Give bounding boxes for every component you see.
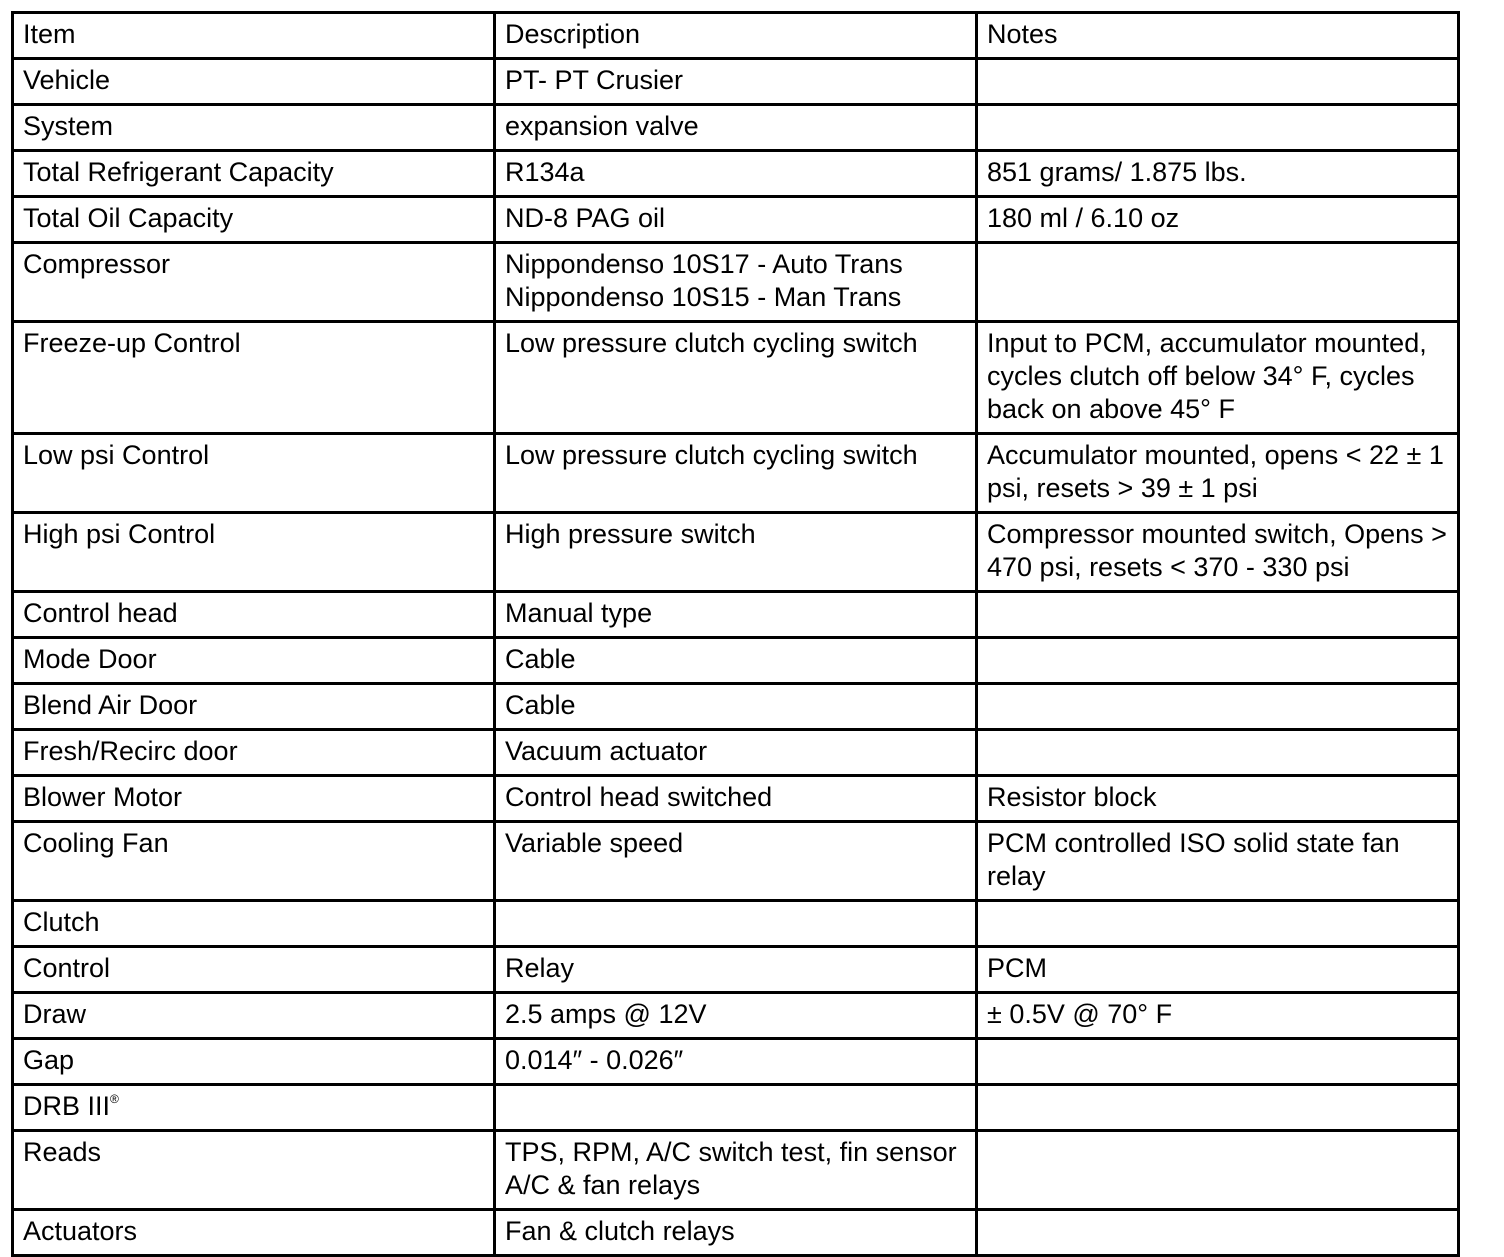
cell-item: Fresh/Recirc door bbox=[13, 730, 495, 776]
cell-description: 2.5 amps @ 12V bbox=[495, 993, 977, 1039]
cell-description: Vacuum actuator bbox=[495, 730, 977, 776]
cell-item: Compressor bbox=[13, 243, 495, 322]
cell-description: High pressure switch bbox=[495, 513, 977, 592]
cell-notes bbox=[977, 638, 1459, 684]
table-row bbox=[13, 1210, 1459, 1256]
cell-notes bbox=[977, 730, 1459, 776]
cell-description: Variable speed bbox=[495, 822, 977, 901]
cell-item: Gap bbox=[13, 1039, 495, 1085]
cell-notes bbox=[977, 243, 1459, 322]
table-row bbox=[13, 776, 1459, 822]
cell-item: Actuators bbox=[13, 1210, 495, 1256]
cell-item: Blend Air Door bbox=[13, 684, 495, 730]
cell-notes: ± 0.5V @ 70° F bbox=[977, 993, 1459, 1039]
cell-item-text: DRB III bbox=[23, 1091, 111, 1121]
cell-description: Control head switched bbox=[495, 776, 977, 822]
cell-description: Low pressure clutch cycling switch bbox=[495, 434, 977, 513]
header-item: Item bbox=[13, 13, 495, 59]
cell-item: Low psi Control bbox=[13, 434, 495, 513]
cell-item: Total Oil Capacity bbox=[13, 197, 495, 243]
table-row bbox=[13, 592, 1459, 638]
table-row bbox=[13, 901, 1459, 947]
cell-notes bbox=[977, 1085, 1459, 1131]
cell-description: expansion valve bbox=[495, 105, 977, 151]
cell-notes: Compressor mounted switch, Opens > 470 psi, resets < 370 - 330 psi bbox=[977, 513, 1459, 592]
cell-notes bbox=[977, 59, 1459, 105]
table-row bbox=[13, 243, 1459, 322]
table-row bbox=[13, 822, 1459, 901]
table-row bbox=[13, 1039, 1459, 1085]
cell-description: Nippondenso 10S17 - Auto Trans Nippondenso 10S15 - Man Trans bbox=[495, 243, 977, 322]
cell-notes: Resistor block bbox=[977, 776, 1459, 822]
header-notes: Notes bbox=[977, 13, 1459, 59]
table-row bbox=[13, 434, 1459, 513]
cell-notes bbox=[977, 684, 1459, 730]
cell-item: High psi Control bbox=[13, 513, 495, 592]
cell-notes bbox=[977, 901, 1459, 947]
cell-notes bbox=[977, 105, 1459, 151]
cell-description bbox=[495, 901, 977, 947]
cell-item: Control head bbox=[13, 592, 495, 638]
cell-description: R134a bbox=[495, 151, 977, 197]
cell-notes: Input to PCM, accumulator mounted, cycles clutch off below 34° F, cycles back on above 45° F bbox=[977, 322, 1459, 434]
cell-description: Manual type bbox=[495, 592, 977, 638]
cell-item: Freeze-up Control bbox=[13, 322, 495, 434]
cell-item: Mode Door bbox=[13, 638, 495, 684]
cell-notes bbox=[977, 592, 1459, 638]
cell-item: Blower Motor bbox=[13, 776, 495, 822]
table-row bbox=[13, 684, 1459, 730]
cell-item-with-mark bbox=[13, 1085, 495, 1131]
table-row bbox=[13, 105, 1459, 151]
cell-item: Total Refrigerant Capacity bbox=[13, 151, 495, 197]
cell-description: 0.014″ - 0.026″ bbox=[495, 1039, 977, 1085]
cell-description bbox=[495, 1085, 977, 1131]
header-description: Description bbox=[495, 13, 977, 59]
table-row bbox=[13, 730, 1459, 776]
cell-notes: Accumulator mounted, opens < 22 ± 1 psi, resets > 39 ± 1 psi bbox=[977, 434, 1459, 513]
cell-item: Draw bbox=[13, 993, 495, 1039]
cell-item: Vehicle bbox=[13, 59, 495, 105]
cell-item: Cooling Fan bbox=[13, 822, 495, 901]
table-row bbox=[13, 1085, 1459, 1131]
cell-notes bbox=[977, 1210, 1459, 1256]
cell-notes bbox=[977, 1039, 1459, 1085]
cell-item: System bbox=[13, 105, 495, 151]
cell-notes: PCM controlled ISO solid state fan relay bbox=[977, 822, 1459, 901]
table-row bbox=[13, 638, 1459, 684]
registered-mark: ® bbox=[110, 1092, 119, 1106]
cell-item: Clutch bbox=[13, 901, 495, 947]
cell-description: Cable bbox=[495, 638, 977, 684]
cell-notes: 851 grams/ 1.875 lbs. bbox=[977, 151, 1459, 197]
cell-notes bbox=[977, 1131, 1459, 1210]
cell-description: Low pressure clutch cycling switch bbox=[495, 322, 977, 434]
cell-description: ND-8 PAG oil bbox=[495, 197, 977, 243]
table-row bbox=[13, 197, 1459, 243]
cell-description: PT- PT Crusier bbox=[495, 59, 977, 105]
table-row bbox=[13, 947, 1459, 993]
table-row bbox=[13, 322, 1459, 434]
cell-item: Control bbox=[13, 947, 495, 993]
cell-description: TPS, RPM, A/C switch test, fin sensor A/C & fan relays bbox=[495, 1131, 977, 1210]
cell-item: Reads bbox=[13, 1131, 495, 1210]
table-header-row bbox=[13, 13, 1459, 59]
cell-description: Relay bbox=[495, 947, 977, 993]
table-row bbox=[13, 993, 1459, 1039]
table-row bbox=[13, 151, 1459, 197]
table-row bbox=[13, 1131, 1459, 1210]
spec-table bbox=[11, 11, 1460, 1257]
cell-description: Fan & clutch relays bbox=[495, 1210, 977, 1256]
cell-description: Cable bbox=[495, 684, 977, 730]
table-row bbox=[13, 59, 1459, 105]
cell-notes: 180 ml / 6.10 oz bbox=[977, 197, 1459, 243]
cell-notes: PCM bbox=[977, 947, 1459, 993]
table-row bbox=[13, 513, 1459, 592]
